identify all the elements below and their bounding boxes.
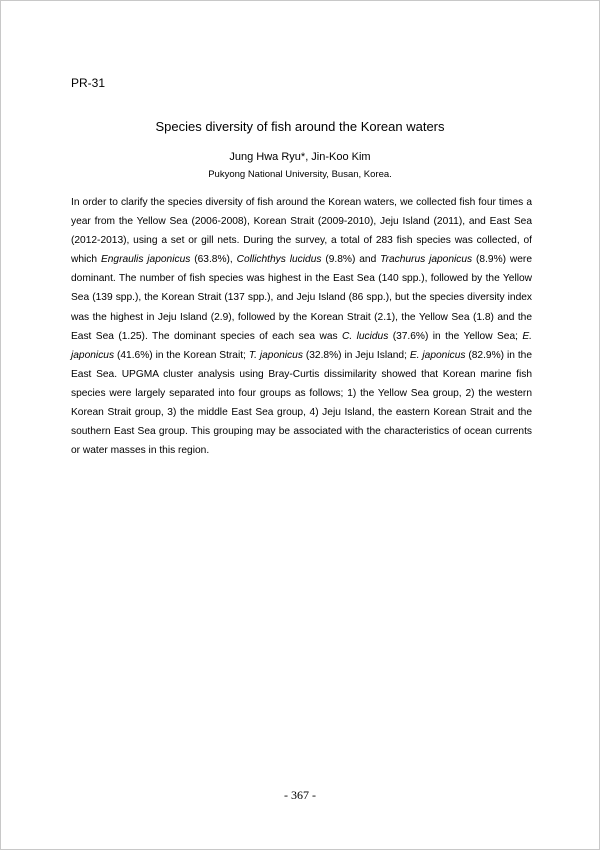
abstract-segment: (82.9%) in the East Sea. UPGMA cluster analysis using Bray-Curtis dissimilarity showed that Korean marine fish species were largely separated into four groups as follows; 1) the Yellow Sea group, 2) the western Korean Strait group, 3) the middle East Sea group, 4) Jeju Island, the eastern Korean Strait and the southern East Sea group. This grouping may be associated with the characteristics of ocean currents or water masses in this region. [71,349,532,457]
abstract-body [71,193,532,460]
affiliation: Pukyong National University, Busan, Korea. [208,169,392,180]
abstract-segment: (32.8%) in Jeju Island; [302,349,410,361]
species-name: Engraulis japonicus [100,254,191,266]
abstract-segment: (8.9%) were dominant. The number of fish species was highest in the East Sea (140 spp.), followed by the Yellow Sea (139 spp.), the Korean Strait (137 spp.), and Jeju Island (86 spp.), but the species diversity index was the highest in Jeju Island (2.9), followed by the Korean Strait (2.1), the Yellow Sea (1.8) and the East Sea (1.25). The dominant species of each sea was [71,254,532,342]
abstract-segment: (9.8%) and [321,254,381,266]
abstract-segment: (37.6%) in the Yellow Sea; [388,330,523,342]
species-name: Collichthys lucidus [236,254,322,266]
abstract-segment: (41.6%) in the Korean Strait; [114,349,249,361]
abstract-segment: (63.8%), [190,254,237,266]
species-name: Trachurus japonicus [380,254,473,266]
paper-title: Species diversity of fish around the Korean waters [155,119,445,134]
presentation-code: PR-31 [71,76,106,90]
species-name: T. japonicus [248,349,303,361]
species-name: C. lucidus [341,330,389,342]
authors: Jung Hwa Ryu*, Jin-Koo Kim [229,151,371,163]
page-number: - 367 - [284,788,316,802]
species-name: E. japonicus [71,330,532,361]
abstract-segment: In order to clarify the species diversity of fish around the Korean waters, we collected fish four times a year from the Yellow Sea (2006-2008), Korean Strait (2009-2010), Jeju Island (2011), and East Sea (2012-2013), using a set or gill nets. During the survey, a total of 283 fish species was collected, of which [71,197,532,266]
species-name: E. japonicus [409,349,466,361]
